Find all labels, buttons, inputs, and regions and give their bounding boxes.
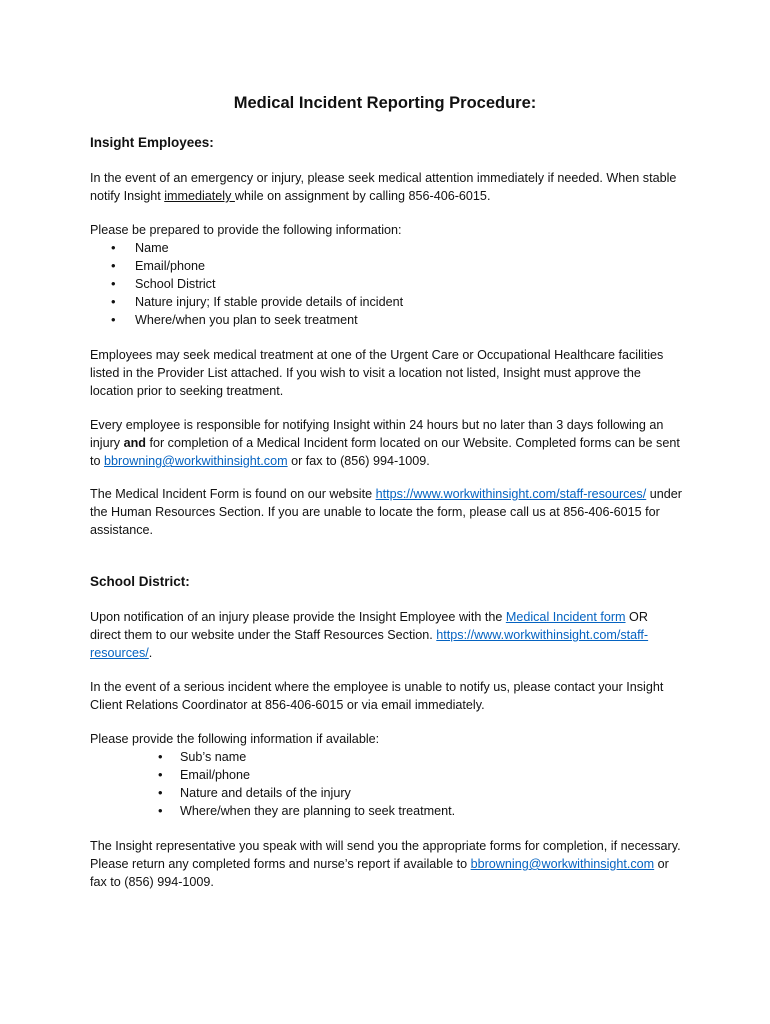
district-paragraph-serious: In the event of a serious incident where the employee is unable to notify us, please contact your Insight Client Relations Coordinator at 856-406-6015 or via email immediately.: [90, 680, 664, 712]
employees-paragraph-notify: [90, 416, 682, 470]
district-paragraph-notification: [90, 608, 682, 662]
list-item: • Email/phone: [90, 257, 682, 275]
list-item: • Nature and details of the injury: [90, 784, 682, 802]
text-span: In the event of an emergency or injury, please seek medical attention immediately if needed. When stable notify Insight: [90, 171, 677, 203]
list-item: • Email/phone: [90, 766, 682, 784]
text-span: or fax to (856) 994-1009.: [90, 857, 669, 889]
text-span: OR direct them to our website under the Staff Resources Section.: [90, 610, 648, 642]
email-link[interactable]: bbrowning@workwithinsight.com: [470, 857, 655, 871]
email-link[interactable]: bbrowning@workwithinsight.com: [104, 454, 288, 468]
employees-heading: Insight Employees:: [90, 135, 214, 150]
employees-paragraph-form: [90, 485, 682, 539]
employees-info-list: [90, 239, 682, 329]
text-span: for completion of a Medical Incident form located on our Website. Completed forms can be sent to: [90, 436, 680, 468]
list-item: • Name: [90, 239, 682, 257]
text-span: Every employee is responsible for notifying Insight within 24 hours but no later than 3 days following an injury: [90, 418, 664, 450]
district-info-intro: Please provide the following information if available:: [90, 732, 380, 746]
district-heading: School District:: [90, 574, 190, 589]
text-span: Upon notification of an injury please provide the Insight Employee with the: [90, 610, 506, 624]
underlined-immediately: immediately: [164, 189, 235, 203]
text-span: or fax to (856) 994-1009.: [287, 454, 430, 468]
text-span: under the Human Resources Section. If you are unable to locate the form, please call us at 856-406-6015 for assistance.: [90, 487, 682, 537]
list-item: • Where/when they are planning to seek treatment.: [90, 802, 682, 820]
page-title: Medical Incident Reporting Procedure:: [233, 94, 537, 112]
employees-paragraph-treatment: Employees may seek medical treatment at one of the Urgent Care or Occupational Healthcare facilities listed in the Provider List attached. If you wish to visit a location not listed, Insight must approve the location prior to seeking treatment.: [90, 348, 664, 398]
list-item: • Nature injury; If stable provide details of incident: [90, 293, 682, 311]
text-span: while on assignment by calling 856-406-6015.: [234, 189, 491, 203]
bold-and: and: [123, 436, 146, 450]
district-paragraph-representative: [90, 837, 682, 891]
staff-resources-link[interactable]: https://www.workwithinsight.com/staff-resources/: [375, 487, 647, 501]
employees-info-intro: Please be prepared to provide the following information:: [90, 223, 402, 237]
list-item: • Sub’s name: [90, 748, 682, 766]
text-span: The Insight representative you speak with will send you the appropriate forms for completion, if necessary. Please return any completed forms and nurse’s report if available to: [90, 839, 681, 871]
list-item: • Where/when you plan to seek treatment: [90, 311, 682, 329]
text-span: .: [148, 646, 153, 660]
employees-paragraph-emergency: [90, 169, 682, 205]
text-span: The Medical Incident Form is found on our website: [90, 487, 376, 501]
list-item: • School District: [90, 275, 682, 293]
district-info-list: [90, 748, 682, 820]
staff-resources-link[interactable]: https://www.workwithinsight.com/staff-resources/: [90, 628, 649, 660]
medical-incident-form-link[interactable]: Medical Incident form: [505, 610, 626, 624]
